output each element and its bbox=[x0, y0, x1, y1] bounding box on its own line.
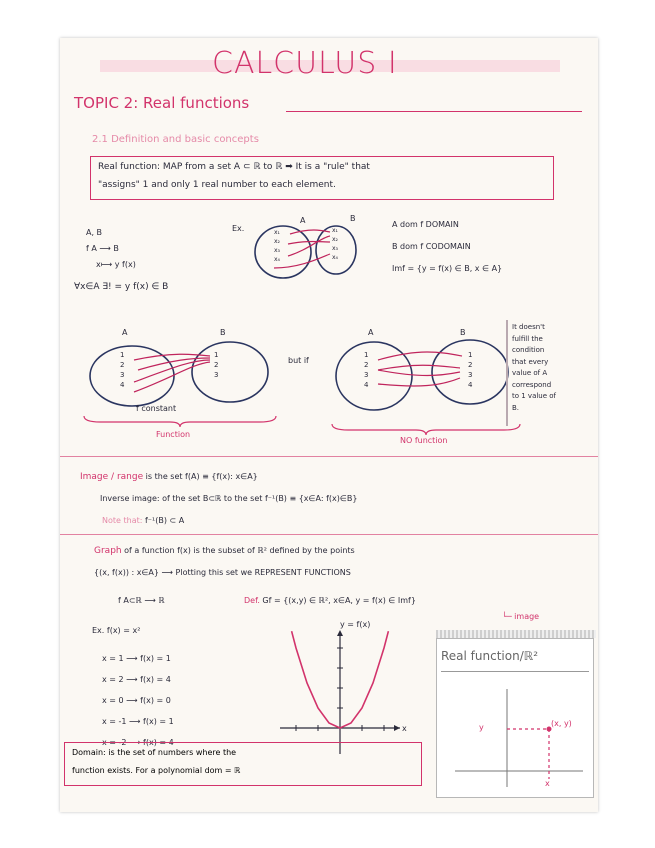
x-axis-label: x bbox=[402, 724, 407, 733]
diag2-label-a: A bbox=[368, 328, 374, 337]
image-text: is the set f(A) ≡ {f(x): x∈A} bbox=[145, 472, 258, 481]
notation-ab: A, B bbox=[86, 228, 103, 237]
sticky-rule bbox=[441, 671, 589, 672]
left-item: x₁ bbox=[274, 229, 280, 236]
sticky-xy-label: (x, y) bbox=[551, 719, 572, 728]
value-row: x = 0 ⟶ f(x) = 0 bbox=[102, 696, 171, 705]
y-axis-arrow bbox=[337, 630, 343, 636]
side-note bbox=[512, 322, 556, 414]
side-note-line: correspond bbox=[512, 380, 552, 389]
diag1-b-items bbox=[214, 350, 218, 380]
left-item: x₃ bbox=[274, 247, 280, 254]
notebook-page bbox=[60, 38, 598, 812]
value-row: x = 2 ⟶ f(x) = 4 bbox=[102, 675, 171, 684]
diag2-a-item: 1 bbox=[364, 351, 369, 359]
function-label: Function bbox=[156, 430, 191, 439]
diag1-label-b: B bbox=[220, 328, 226, 337]
diag2-b-items bbox=[468, 350, 472, 390]
image-label: Image / range bbox=[80, 472, 144, 482]
right-set-items bbox=[332, 226, 338, 262]
mapping-diagram-svg bbox=[250, 218, 362, 282]
diag1-b-item: 3 bbox=[214, 371, 219, 379]
value-row: x = -2 ⟶ f(x) = 4 bbox=[102, 738, 174, 747]
domain-line-2: function exists. For a polynomial dom = ℝ bbox=[72, 766, 241, 775]
side-note-line: condition bbox=[512, 346, 545, 354]
sticky-note-edge bbox=[436, 630, 596, 638]
constant-function-diagram bbox=[82, 338, 282, 408]
parabola-chart bbox=[270, 628, 410, 758]
function-brace bbox=[80, 414, 280, 428]
diag2-b-item: 3 bbox=[468, 371, 473, 379]
value-row: x = -1 ⟶ f(x) = 1 bbox=[102, 717, 174, 726]
set-a-label: A bbox=[300, 216, 306, 225]
note-that-line bbox=[102, 516, 184, 525]
graph-def-line bbox=[244, 596, 416, 605]
side-note-line: fulfill the bbox=[512, 334, 543, 343]
set-b-label: B bbox=[350, 214, 356, 223]
diag2-label-b: B bbox=[460, 328, 466, 337]
note-divider bbox=[506, 320, 508, 426]
diag1-a-item: 1 bbox=[120, 351, 125, 359]
image-note: Imf = {y = f(x) ∈ B, x ∈ A} bbox=[392, 264, 503, 273]
no-function-brace bbox=[328, 422, 524, 436]
topic-underline bbox=[286, 111, 582, 112]
side-note-line: value of A bbox=[512, 369, 548, 377]
diag2-b-item: 2 bbox=[468, 361, 473, 369]
side-note-line: to 1 value of bbox=[512, 392, 557, 400]
constant-label: f constant bbox=[136, 404, 177, 413]
value-table bbox=[102, 648, 174, 753]
right-item: x₁ bbox=[332, 227, 338, 234]
diag1-a-item: 4 bbox=[120, 381, 125, 389]
note-that-label: Note that: bbox=[102, 516, 143, 525]
left-set-items bbox=[274, 228, 280, 264]
side-note-line: B. bbox=[512, 403, 520, 412]
diag1-b-item: 1 bbox=[214, 351, 219, 359]
diag2-a-items bbox=[364, 350, 368, 390]
no-function-diagram bbox=[330, 338, 520, 418]
separator bbox=[60, 456, 598, 457]
image-line-1 bbox=[80, 472, 258, 482]
domain-note: A dom f DOMAIN bbox=[392, 220, 459, 229]
no-function-label: NO function bbox=[400, 436, 448, 445]
notation-map: x⟼ y f(x) bbox=[96, 260, 136, 269]
diag1-b-item: 2 bbox=[214, 361, 219, 369]
sticky-x-label: x bbox=[545, 779, 550, 788]
inverse-image-line: Inverse image: of the set B⊂ℝ to the set f⁻¹(B) ≡ {x∈A: f(x)∈B} bbox=[100, 494, 358, 503]
diag1-a-items bbox=[120, 350, 124, 390]
diag2-a-item: 4 bbox=[364, 381, 369, 389]
x-axis-arrow bbox=[394, 725, 400, 731]
sticky-note bbox=[436, 638, 594, 798]
right-item: x₄ bbox=[332, 254, 338, 261]
right-item: x₃ bbox=[332, 245, 338, 252]
def-label: Def. bbox=[244, 596, 260, 605]
example-fx: Ex. f(x) = x² bbox=[92, 626, 141, 635]
diag2-a-item: 2 bbox=[364, 361, 369, 369]
sticky-axes bbox=[447, 683, 587, 791]
notation-forall: ∀x∈A ∃! = y f(x) ∈ B bbox=[74, 282, 169, 292]
domain-line-1: Domain: is the set of numbers where the bbox=[72, 748, 237, 757]
topic-heading: TOPIC 2: Real functions bbox=[74, 94, 250, 112]
graph-text: of a function f(x) is the subset of ℝ² defined by the points bbox=[124, 546, 355, 555]
graph-line-1 bbox=[94, 546, 355, 556]
left-item: x₂ bbox=[274, 238, 280, 245]
example-label: Ex. bbox=[232, 224, 245, 233]
graph-line-2: {(x, f(x)) : x∈A} ⟶ Plotting this set we REPRESENT FUNCTIONS bbox=[94, 568, 351, 577]
right-item: x₂ bbox=[332, 236, 338, 243]
diag1-label-a: A bbox=[122, 328, 128, 337]
image-tag: └─ image bbox=[502, 612, 540, 621]
sticky-title: Real function/ℝ² bbox=[441, 649, 539, 663]
y-axis-label: y = f(x) bbox=[340, 620, 371, 629]
left-item: x₄ bbox=[274, 256, 280, 263]
diag1-a-item: 2 bbox=[120, 361, 125, 369]
note-that-text: f⁻¹(B) ⊂ A bbox=[144, 516, 185, 525]
separator bbox=[60, 534, 598, 535]
sticky-y-label: y bbox=[479, 723, 484, 732]
diag1-a-item: 3 bbox=[120, 371, 125, 379]
but-if-label: but if bbox=[288, 356, 309, 365]
side-note-line: It doesn't bbox=[512, 323, 545, 331]
definition-line-1: Real function: MAP from a set A ⊂ ℝ to ℝ ➡ It is a "rule" that bbox=[98, 162, 370, 172]
definition-line-2: "assigns" 1 and only 1 real number to each element. bbox=[98, 180, 336, 190]
graph-label: Graph bbox=[94, 546, 122, 556]
diag2-b-item: 1 bbox=[468, 351, 473, 359]
side-note-line: that every bbox=[512, 357, 549, 366]
value-row: x = 1 ⟶ f(x) = 1 bbox=[102, 654, 171, 663]
def-text: Gf = {(x,y) ∈ ℝ², x∈A, y = f(x) ∈ Imf} bbox=[262, 596, 416, 605]
section-heading: 2.1 Definition and basic concepts bbox=[92, 134, 259, 145]
graph-line-3a: f A⊂ℝ ⟶ ℝ bbox=[118, 596, 165, 605]
codomain-note: B dom f CODOMAIN bbox=[392, 242, 471, 251]
notation-fab: f A ⟶ B bbox=[86, 244, 119, 253]
diag2-b-item: 4 bbox=[468, 381, 473, 389]
page-title: CALCULUS I bbox=[212, 46, 398, 81]
diag2-a-item: 3 bbox=[364, 371, 369, 379]
